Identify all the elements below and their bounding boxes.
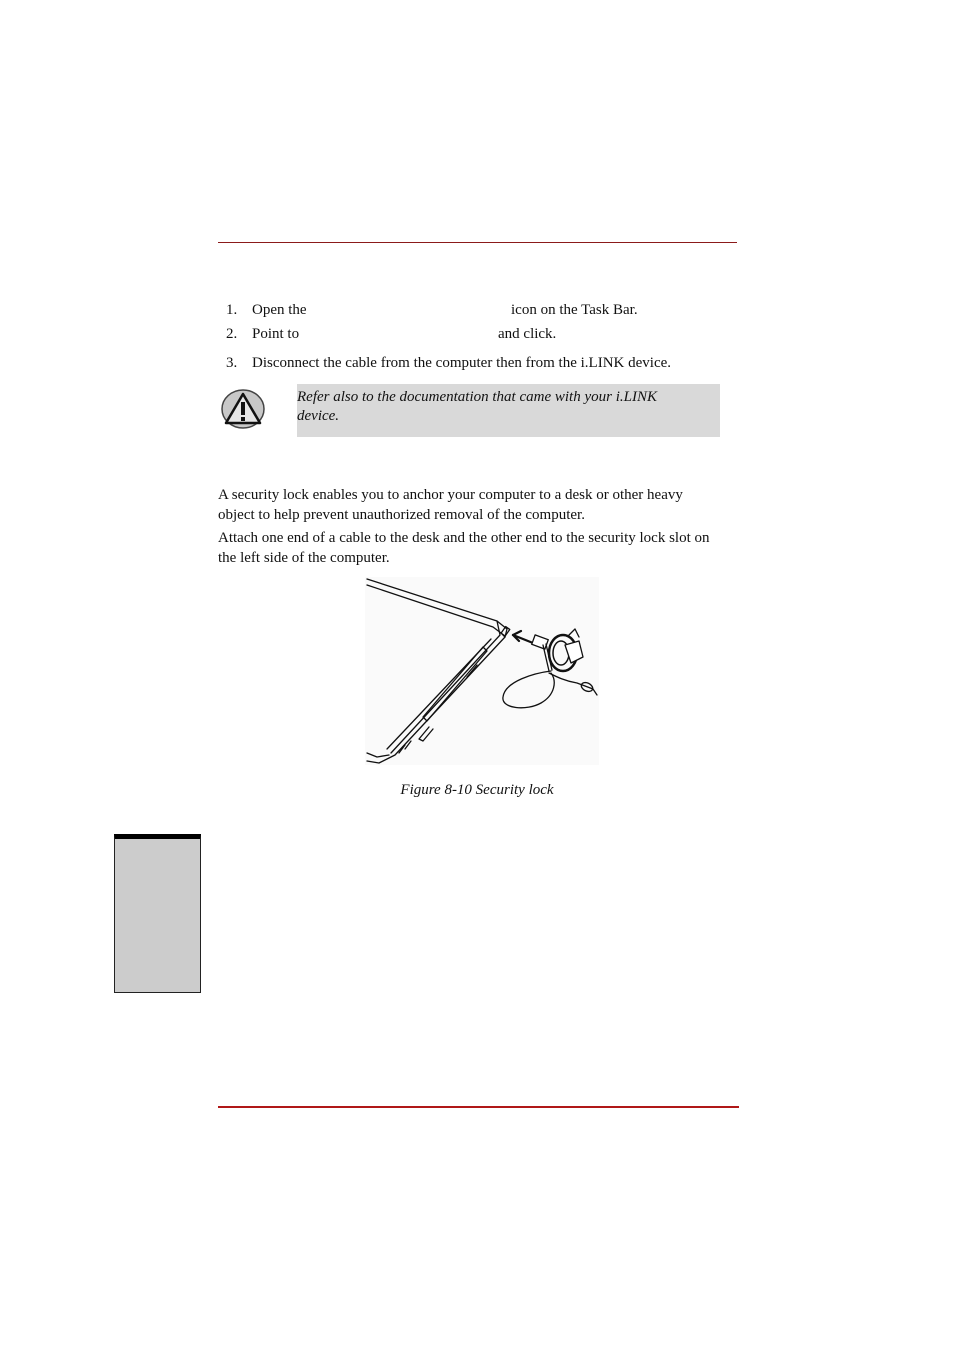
footer-rule xyxy=(218,1106,739,1108)
note-text xyxy=(297,388,707,426)
security-paragraph-1 xyxy=(218,486,740,525)
paragraph-line: Attach one end of a cable to the desk and the other end to the security lock slot on xyxy=(218,530,710,546)
warning-triangle-icon xyxy=(220,388,266,430)
chapter-tab xyxy=(114,834,201,993)
figure-caption: Figure 8-10 Security lock xyxy=(400,782,554,798)
step-text-after: and click. xyxy=(498,326,557,342)
step-text: Disconnect the cable from the computer then from the i.LINK device. xyxy=(252,355,672,371)
paragraph-line: A security lock enables you to anchor your computer to a desk or other heavy xyxy=(218,487,683,503)
note-line-1: Refer also to the documentation that came with your i.LINK xyxy=(297,389,657,405)
step-text-after: icon on the Task Bar. xyxy=(511,302,638,318)
security-lock-illustration xyxy=(365,577,605,767)
step-number: 2. xyxy=(226,326,238,342)
header-rule xyxy=(218,242,737,243)
security-paragraph-2 xyxy=(218,529,740,568)
step-number: 1. xyxy=(226,302,238,318)
note-line-2: device. xyxy=(297,408,340,424)
step-text-before: Point to xyxy=(252,326,300,342)
paragraph-line: object to help prevent unauthorized removal of the computer. xyxy=(218,506,585,523)
step-number: 3. xyxy=(226,355,238,371)
step-text-before: Open the xyxy=(252,302,307,318)
paragraph-line: the left side of the computer. xyxy=(218,549,390,566)
